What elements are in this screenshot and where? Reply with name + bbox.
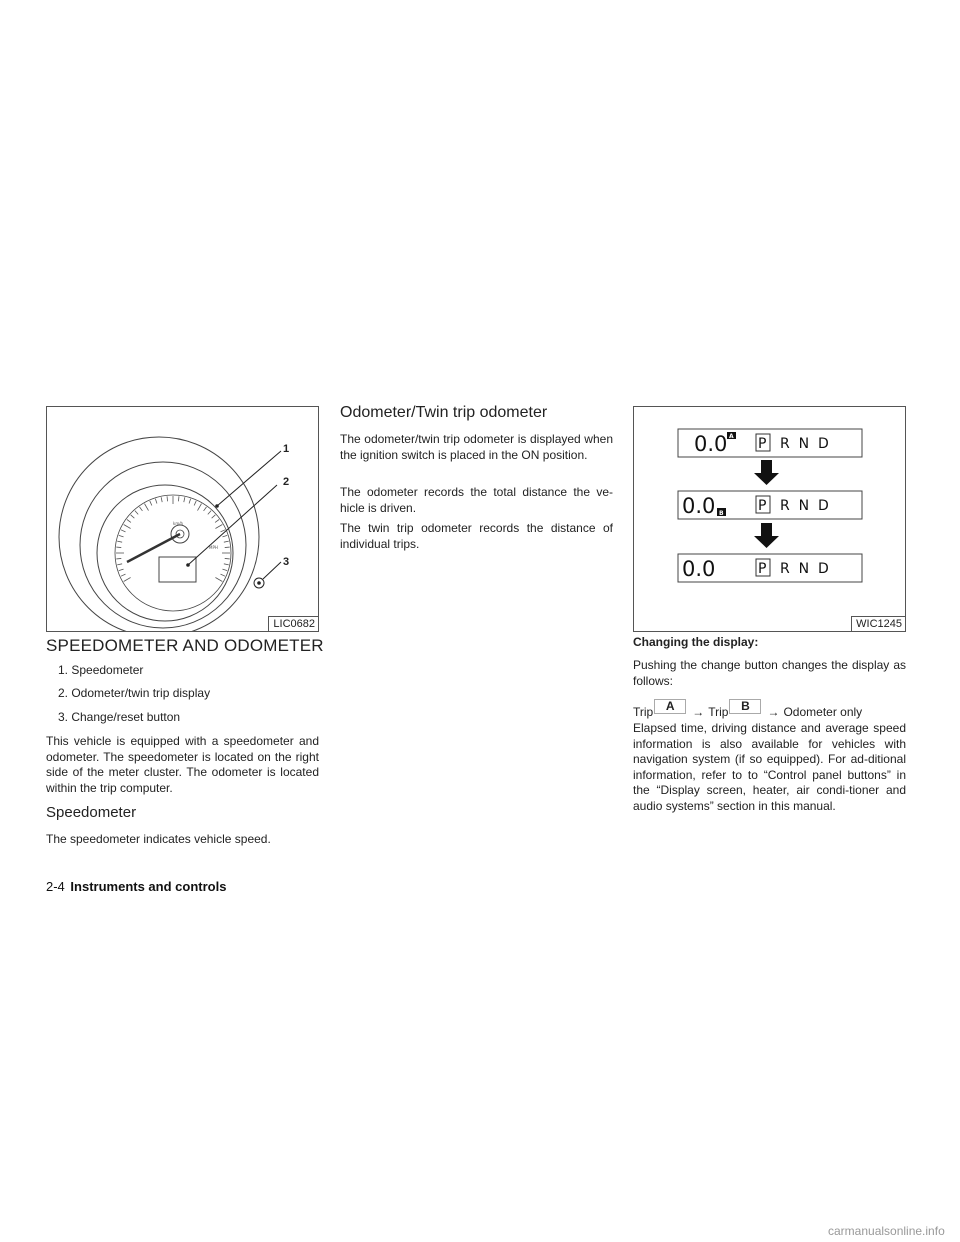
gauge-tick: [204, 507, 207, 511]
odometer-gears: R N D: [780, 561, 829, 577]
gauge-tick: [127, 519, 131, 522]
gauge-tick: [221, 574, 226, 576]
gauge-tick: [215, 525, 222, 529]
trip-b-p: P: [758, 498, 767, 514]
gauge-tick: [131, 515, 135, 518]
gauge-tick: [121, 530, 126, 532]
gauge-tick: [155, 499, 157, 504]
watermark: carmanualsonline.info: [828, 1224, 945, 1238]
callout-1: 1: [283, 443, 290, 455]
gauge-tick: [222, 535, 227, 537]
figure-code: LIC0682: [268, 616, 318, 631]
list-item-odometer: 2. Odometer/twin trip display: [58, 686, 211, 700]
gauge-tick: [215, 578, 222, 582]
kmh-label: km/h: [173, 521, 184, 526]
trip-word-a: Trip: [633, 705, 654, 719]
gauge-tick: [150, 501, 152, 506]
trip-a-badge-icon: A: [654, 699, 686, 714]
gauge-tick: [212, 515, 216, 518]
gauge-tick: [224, 541, 229, 542]
right-arrow-icon: →: [692, 705, 705, 719]
trip-sequence: [633, 699, 863, 720]
trip-b-badge: B: [719, 510, 724, 517]
footer-section: Instruments and controls: [70, 879, 227, 894]
gauge-tick: [117, 541, 122, 542]
callout-2: 2: [283, 476, 290, 488]
odometer-p1: The odometer/twin trip odometer is displayed when the ignition switch is placed in the ON position.: [340, 432, 613, 462]
gauge-tick: [124, 525, 131, 529]
gauge-tick: [119, 569, 124, 571]
down-arrow-icon: [754, 523, 779, 548]
trip-a-p: P: [758, 436, 767, 452]
gauge-tick: [116, 558, 121, 559]
down-arrow-icon: [754, 460, 779, 485]
list-item-speedometer: 1. Speedometer: [58, 663, 144, 677]
page-footer: [46, 879, 226, 894]
gauge-tick: [167, 496, 168, 501]
trip-a-gears: R N D: [780, 436, 829, 452]
gauge-tick: [189, 499, 191, 504]
gauge-tick: [222, 569, 227, 571]
list-item-button: 3. Change/reset button: [58, 710, 181, 724]
section-title: SPEEDOMETER AND ODOMETER: [46, 636, 324, 655]
speedometer-heading: Speedometer: [46, 804, 137, 821]
gauge-tick: [124, 578, 131, 582]
trip-display-illustration: [634, 407, 905, 631]
gauge-tick: [121, 574, 126, 576]
odometer-value: 0.0: [682, 557, 716, 581]
trip-b-gears: R N D: [780, 498, 829, 514]
gauge-tick: [224, 564, 229, 565]
trip-display-figure: [633, 406, 906, 632]
gauge-tick: [208, 511, 211, 515]
gauge-tick: [117, 564, 122, 565]
page-number: 2-4: [46, 879, 65, 894]
trip-b-badge-icon: B: [729, 699, 761, 714]
gauge-tick: [135, 511, 138, 515]
gauge-tick: [119, 535, 124, 537]
gauge-tick: [225, 547, 230, 548]
gauge-tick: [178, 496, 179, 501]
trip-a-badge: A: [729, 433, 734, 440]
gauge-tick: [139, 507, 142, 511]
changing-intro: Pushing the change button changes the display as follows:: [633, 658, 906, 688]
odometer-only-label: Odometer only: [783, 705, 863, 719]
figure-code: WIC1245: [851, 616, 905, 631]
speedometer-text: The speedometer indicates vehicle speed.: [46, 832, 271, 846]
right-arrow-icon: →: [767, 705, 780, 719]
gauge-tick: [184, 497, 185, 502]
trip-a-value: 0.0: [694, 432, 728, 456]
gauge-tick: [194, 501, 196, 506]
speedometer-illustration: [47, 407, 318, 631]
gauge-tick: [225, 558, 230, 559]
mph-label: MPH: [209, 545, 218, 550]
trip-b-value: 0.0: [682, 494, 716, 518]
odometer-p2: The odometer records the total distance the ve-hicle is driven.: [340, 485, 613, 515]
changing-heading: Changing the display:: [633, 635, 759, 649]
gauge-tick: [215, 519, 219, 522]
gauge-tick: [198, 504, 202, 511]
odometer-p3: The twin trip odometer records the distance of individual trips.: [340, 521, 613, 551]
callout-3: 3: [283, 556, 290, 568]
changing-paragraph: Elapsed time, driving distance and average speed information is also available for vehicles with navigation system (if so equipped). For ad-ditional information, refer to to “Control panel buttons” in the “Display screen, heater, air condi-tioner and audio systems” section in this manual.: [633, 721, 906, 813]
odometer-p: P: [758, 561, 767, 577]
gauge-tick: [221, 530, 226, 532]
gauge-tick: [161, 497, 162, 502]
gauge-tick: [145, 504, 149, 511]
section-intro: This vehicle is equipped with a speedometer and odometer. The speedometer is located on the right side of the meter cluster. The odometer is located within the trip computer.: [46, 734, 319, 795]
gauge-tick: [116, 547, 121, 548]
trip-word-b: Trip: [708, 705, 729, 719]
speedometer-figure: [46, 406, 319, 632]
odometer-heading: Odometer/Twin trip odometer: [340, 404, 548, 421]
